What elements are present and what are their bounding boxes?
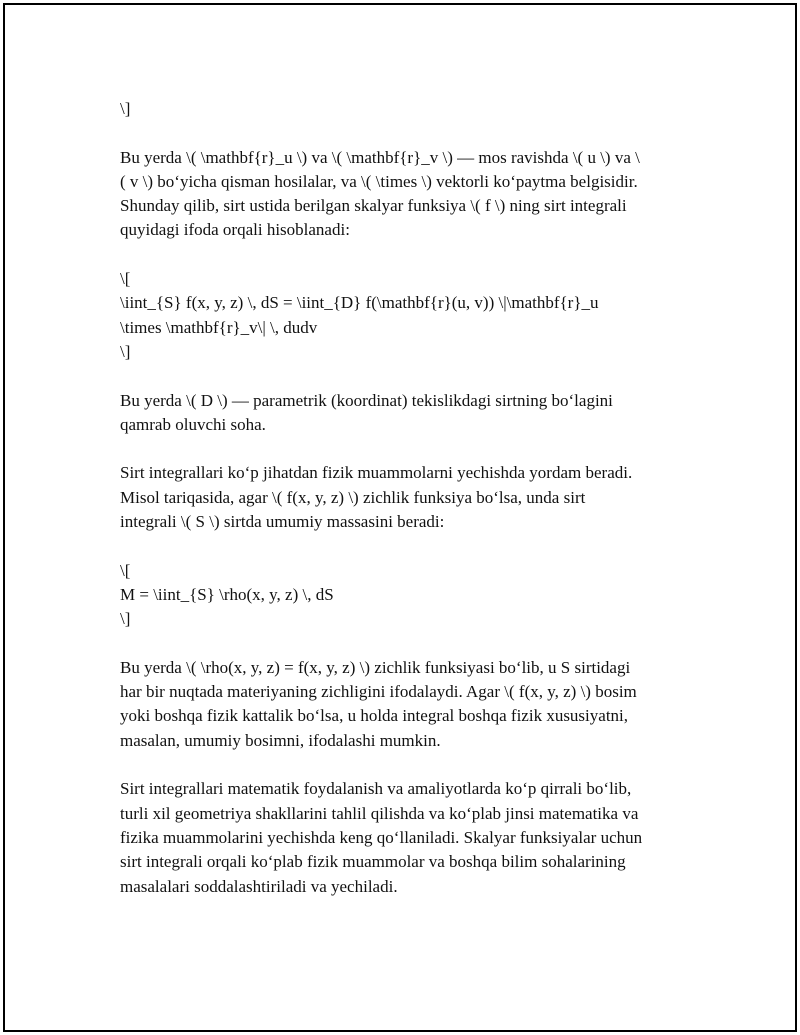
paragraph-5 xyxy=(120,777,700,898)
text-line: \[ xyxy=(120,560,131,580)
text-line: masalalari soddalashtiriladi va yechiladi. xyxy=(120,876,398,896)
document-body xyxy=(120,97,700,899)
paragraph-4 xyxy=(120,656,700,753)
text-line: Bu yerda \( \rho(x, y, z) = f(x, y, z) \) zichlik funksiyasi bo‘lib, u S sirtidagi xyxy=(120,657,631,677)
paragraph-2 xyxy=(120,389,700,438)
text-line: masalan, umumiy bosimni, ifodalashi mumkin. xyxy=(120,730,441,750)
text-line: Misol tariqasida, agar \( f(x, y, z) \) zichlik funksiya bo‘lsa, unda sirt xyxy=(120,487,586,507)
text-line: Shunday qilib, sirt ustida berilgan skalyar funksiya \( f \) ning sirt integrali xyxy=(120,196,627,216)
text-line: \] xyxy=(120,99,131,118)
text-line: \times \mathbf{r}_v\| \, dudv xyxy=(120,317,318,337)
paragraph-3 xyxy=(120,461,700,534)
text-line: Sirt integrallari ko‘p jihatdan fizik muammolarni yechishda yordam beradi. xyxy=(120,463,633,483)
paragraph-1 xyxy=(120,146,700,243)
text-line: \iint_{S} f(x, y, z) \, dS = \iint_{D} f(\mathbf{r}(u, v)) \|\mathbf{r}_u xyxy=(120,293,599,313)
text-line: fizika muammolarini yechishda keng qo‘llaniladi. Skalyar funksiyalar uchun xyxy=(120,827,643,847)
text-line: \[ xyxy=(120,269,131,289)
text-line: \] xyxy=(120,609,131,629)
block-1 xyxy=(120,97,700,121)
text-line: quyidagi ifoda orqali hisoblanadi: xyxy=(120,220,350,240)
document-page xyxy=(3,3,797,1032)
text-line: ( v \) bo‘yicha qisman hosilalar, va \( \times \) vektorli ko‘paytma belgisidir. xyxy=(120,171,638,191)
text-line: Bu yerda \( \mathbf{r}_u \) va \( \mathbf{r}_v \) — mos ravishda \( u \) va \ xyxy=(120,147,640,167)
text-line: sirt integrali orqali ko‘plab fizik muammolar va boshqa bilim sohalarining xyxy=(120,852,626,872)
text-line: M = \iint_{S} \rho(x, y, z) \, dS xyxy=(120,584,334,604)
text-line: yoki boshqa fizik kattalik bo‘lsa, u holda integral boshqa fizik xususiyatni, xyxy=(120,706,629,726)
formula-2 xyxy=(120,559,700,632)
text-line: har bir nuqtada materiyaning zichligini ifodalaydi. Agar \( f(x, y, z) \) bosim xyxy=(120,682,637,702)
text-line: \] xyxy=(120,341,131,361)
text-line: Sirt integrallari matematik foydalanish va amaliyotlarda ko‘p qirrali bo‘lib, xyxy=(120,779,632,799)
formula-1 xyxy=(120,267,700,364)
text-line: Bu yerda \( D \) — parametrik (koordinat) tekislikdagi sirtning bo‘lagini xyxy=(120,390,613,410)
text-line: qamrab oluvchi soha. xyxy=(120,414,266,434)
text-line: turli xil geometriya shakllarini tahlil qilishda va ko‘plab jinsi matematika va xyxy=(120,803,639,823)
text-line: integrali \( S \) sirtda umumiy massasini beradi: xyxy=(120,512,445,532)
